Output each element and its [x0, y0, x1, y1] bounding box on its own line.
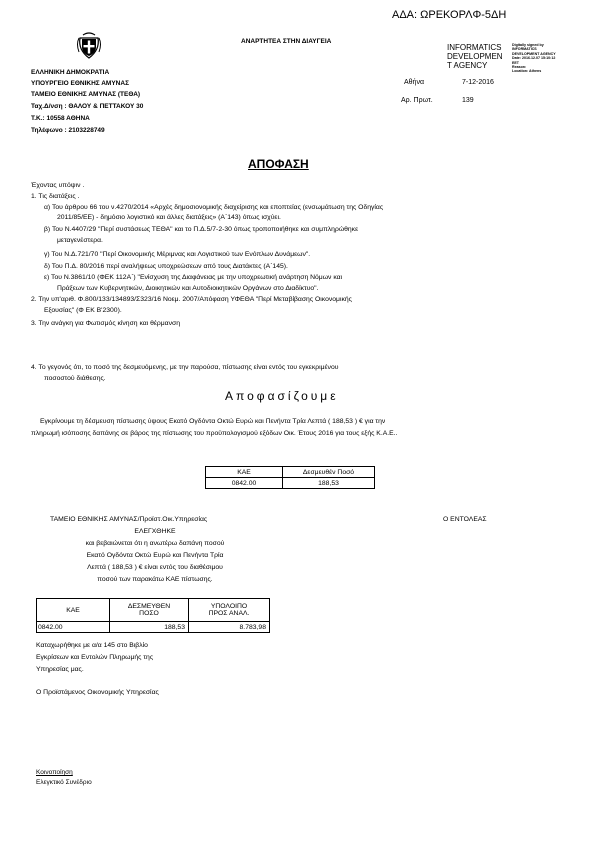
table-row — [37, 622, 270, 633]
list-item: γ) Του Ν.Δ.721/70 "Περί Οικονομικής Μέριμνας και Λογιστικού των Ενόπλων Δυνάμεων". — [44, 251, 311, 258]
list-item: Πράξεων των Κυβερνητικών, Διοικητικών και Αυτοδιοικητικών Οργάνων στο Διαδίκτυο". — [57, 285, 319, 292]
list-item: ποσοστού διάθεσης. — [44, 375, 106, 382]
greek-coat-of-arms-icon — [76, 30, 102, 60]
table-header-committed: ΔΕΣΜΕΥΘΕΝ ΠΟΣΟ — [110, 599, 189, 622]
org-address: Ταχ.Δ/νση : ΘΑΛΟΥ & ΠΕΤΤΑΚΟΥ 30 — [31, 103, 144, 110]
decision-heading: Αποφασίζουμε — [225, 389, 339, 403]
org-postal: Τ.Κ.: 10558 ΑΘΗΝΑ — [31, 115, 90, 122]
org-line-3: ΤΑΜΕΙΟ ΕΘΝΙΚΗΣ ΑΜΥΝΑΣ (ΤΕΘΑ) — [31, 91, 141, 98]
page-title: ΑΠΟΦΑΣΗ — [248, 157, 309, 171]
list-item: 2011/85/ΕΕ) - δημόσιο λογιστικό και άλλες διατάξεις» (Α΄143) όπως ισχύει. — [57, 214, 281, 221]
footer-line: Εκατό Ογδόντα Οκτώ Ευρώ και Πενήντα Τρία — [86, 552, 224, 559]
checked-label: ΕΛΕΓΧΘΗΚΕ — [134, 528, 176, 535]
registration-line: Υπηρεσίας μας. — [36, 666, 84, 673]
informatics-label: INFORMATICS DEVELOPMEN T AGENCY — [447, 43, 503, 70]
footer-left-title: ΤΑΜΕΙΟ ΕΘΝΙΚΗΣ ΑΜΥΝΑΣ/Προϊστ.Οικ.Υπηρεσίας — [50, 516, 208, 523]
org-phone: Τηλέφωνο : 2103228749 — [31, 127, 105, 134]
list-item: α) Του άρθρου 66 του ν.4270/2014 «Αρχές δημοσιονομικής διαχείρισης και εποπτείας (ενσωμάτωση της Οδηγίας — [44, 204, 384, 211]
footer-right-title: Ο ΕΝΤΟΛΕΑΣ — [443, 516, 487, 523]
org-line-1: ΕΛΛΗΝΙΚΗ ΔΗΜΟΚΡΑΤΙΑ — [31, 69, 110, 76]
intro-text: Έχοντας υπόψιν . — [31, 182, 85, 189]
distribution-title: Κοινοποίηση — [36, 769, 73, 776]
registration-line: Εγκρίσεων και Εντολών Πληρωμής της — [36, 654, 154, 661]
distribution-recipient: Ελεγκτικό Συνέδριο — [36, 779, 92, 786]
table-cell-kae: 0842.00 — [37, 622, 110, 633]
table-header-row — [206, 467, 375, 478]
table-header-remaining: ΥΠΟΛΟΙΠΟ ΠΡΟΣ ΑΝΑΛ. — [189, 599, 270, 622]
footer-line: και βεβαιώνεται ότι η ανωτέρω δαπάνη ποσού — [85, 540, 225, 547]
table-cell-committed: 188,53 — [110, 622, 189, 633]
list-item: 3. Την ανάγκη για Φωτισμός κίνηση και θέρμανση — [31, 320, 180, 327]
table-row — [206, 478, 375, 489]
list-item: β) Του Ν.4407/29 "Περί συστάσεως ΤΕΘΑ" και το Π.Δ.5/7-2-30 όπως τροποποιήθηκε και συμπληρώθηκε — [44, 226, 359, 233]
balance-table — [36, 598, 270, 633]
table-header-row — [37, 599, 270, 622]
table-cell-amount: 188,53 — [283, 478, 375, 489]
protocol-label: Αρ. Πρωτ. — [401, 97, 433, 104]
head-of-service: Ο Προϊστάμενος Οικονομικής Υπηρεσίας — [36, 689, 159, 696]
table-cell-kae: 0842.00 — [206, 478, 283, 489]
protocol-number: 139 — [462, 97, 474, 104]
place-label: Αθήνα — [404, 79, 425, 86]
footer-line: Λεπτά ( 188,53 ) € είναι εντός του διαθέσιμου — [87, 564, 223, 571]
approval-text-1: Εγκρίνουμε τη δέσμευση πίστωσης ύψους Εκατό Ογδόντα Οκτώ Ευρώ και Πενήντα Τρία Λεπτά ( 188,53 ) € για την — [40, 418, 386, 425]
list-item: 2. Την υπ'αριθ. Φ.800/133/134893/Σ323/16 Νοεμ. 2007/Απόφαση ΥΦΕΘΑ "Περί Μεταβίβασης Οικονομικής — [31, 296, 352, 303]
document-date: 7-12-2016 — [462, 79, 494, 86]
list-item: 1. Τις διατάξεις . — [31, 193, 80, 200]
approval-text-2: πληρωμή ισόποσης δαπάνης σε βάρος της πίστωσης του προϋπολογισμού εξόδων Οικ. Έτους 2016 για τους εξής Κ.Α.Ε.. — [31, 430, 398, 437]
list-item: ε) Του Ν.3861/10 (ΦΕΚ 112Α΄) "Ενίσχυση της Διαφάνειας με την υποχρεωτική ανάρτηση Νόμων και — [44, 274, 343, 281]
registration-line: Καταχωρήθηκε με α/α 145 στο Βιβλίο — [36, 642, 148, 649]
footer-line: ποσού των παρακάτω ΚΑΕ πίστωσης. — [97, 576, 213, 583]
digital-signature: Digitally signed by INFORMATICS DEVELOPMENT AGENCY Date: 2016.12.07 15:10:12 EET Reason: Location: Athens — [512, 43, 556, 74]
table-header-kae: ΚΑΕ — [206, 467, 283, 478]
list-item: δ) Του Π.Δ. 80/2016 περί αναλήψεως υποχρεώσεων από τους Διατάκτες (Α΄145). — [44, 263, 288, 270]
org-line-2: ΥΠΟΥΡΓΕΙΟ ΕΘΝΙΚΗΣ ΑΜΥΝΑΣ — [31, 80, 129, 87]
table-header-kae: ΚΑΕ — [37, 599, 110, 622]
table-cell-remaining: 8.783,98 — [189, 622, 270, 633]
ada-code: ΑΔΑ: ΩΡΕΚΟΡΛΦ-5ΔΗ — [392, 9, 507, 21]
publish-notice: ΑΝΑΡΤΗΤΕΑ ΣΤΗΝ ΔΙΑΥΓΕΙΑ — [241, 38, 332, 45]
table-header-amount: Δεσμευθέν Ποσό — [283, 467, 375, 478]
list-item: μεταγενέστερα. — [57, 237, 103, 244]
list-item: Εξουσίας" (Φ ΕΚ Β'2300). — [44, 307, 122, 314]
commitment-table — [205, 466, 375, 489]
list-item: 4. Το γεγονός ότι, το ποσό της δεσμευόμενης, με την παρούσα, πίστωσης είναι εντός του εγκεκριμένου — [31, 364, 339, 371]
